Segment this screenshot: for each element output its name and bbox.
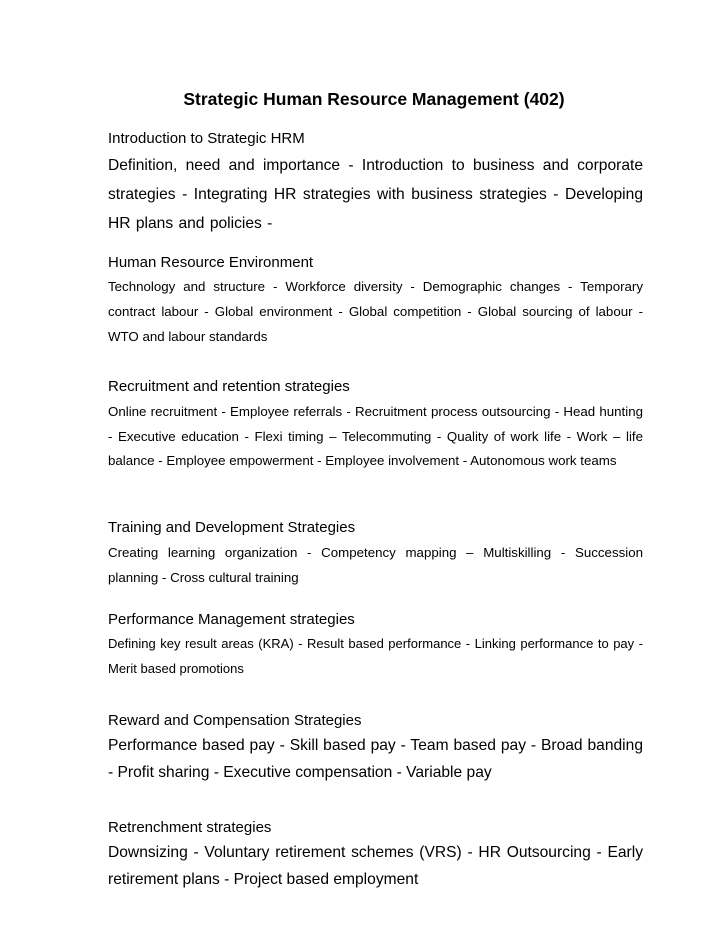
section-retrenchment (108, 818, 643, 893)
section-performance-management (108, 610, 643, 681)
section-introduction (108, 129, 643, 238)
section-hr-environment (108, 253, 643, 349)
section-training-development (108, 518, 643, 590)
section-heading: Recruitment and retention strategies (108, 378, 350, 395)
section-body: Creating learning organization - Competency mapping – Multiskilling - Succession planning - Cross cultural training (108, 545, 643, 585)
section-recruitment-retention (108, 377, 643, 474)
section-heading: Reward and Compensation Strategies (108, 712, 362, 729)
section-heading: Performance Management strategies (108, 611, 355, 628)
section-body: Downsizing - Voluntary retirement schemes (VRS) - HR Outsourcing - Early retirement plans - Project based employment (108, 844, 643, 888)
section-body: Technology and structure - Workforce diversity - Demographic changes - Temporary contract labour - Global environment - Global competition - Global sourcing of labour - WTO and labour standards (108, 279, 643, 344)
section-heading: Retrenchment strategies (108, 819, 272, 836)
section-body: Defining key result areas (KRA) - Result based performance - Linking performance to pay - Merit based promotions (108, 636, 643, 676)
section-heading: Training and Development Strategies (108, 519, 356, 536)
section-heading: Human Resource Environment (108, 254, 314, 271)
section-body: Online recruitment - Employee referrals - Recruitment process outsourcing - Head hunting - Executive education - Flexi timing – Telecommuting - Quality of work life - Work – life balance - Employee empowerment - Employee involvement - Autonomous work teams (108, 404, 643, 468)
section-heading: Introduction to Strategic HRM (108, 130, 305, 147)
document-title: Strategic Human Resource Management (402) (183, 89, 565, 109)
section-body: Definition, need and importance - Introduction to business and corporate strategies - Integrating HR strategies with business strategies - Developing HR plans and policies - (108, 157, 643, 232)
section-body: Performance based pay - Skill based pay - Team based pay - Broad banding - Profit sharing - Executive compensation - Variable pay (108, 737, 643, 781)
section-reward-compensation (108, 711, 643, 786)
